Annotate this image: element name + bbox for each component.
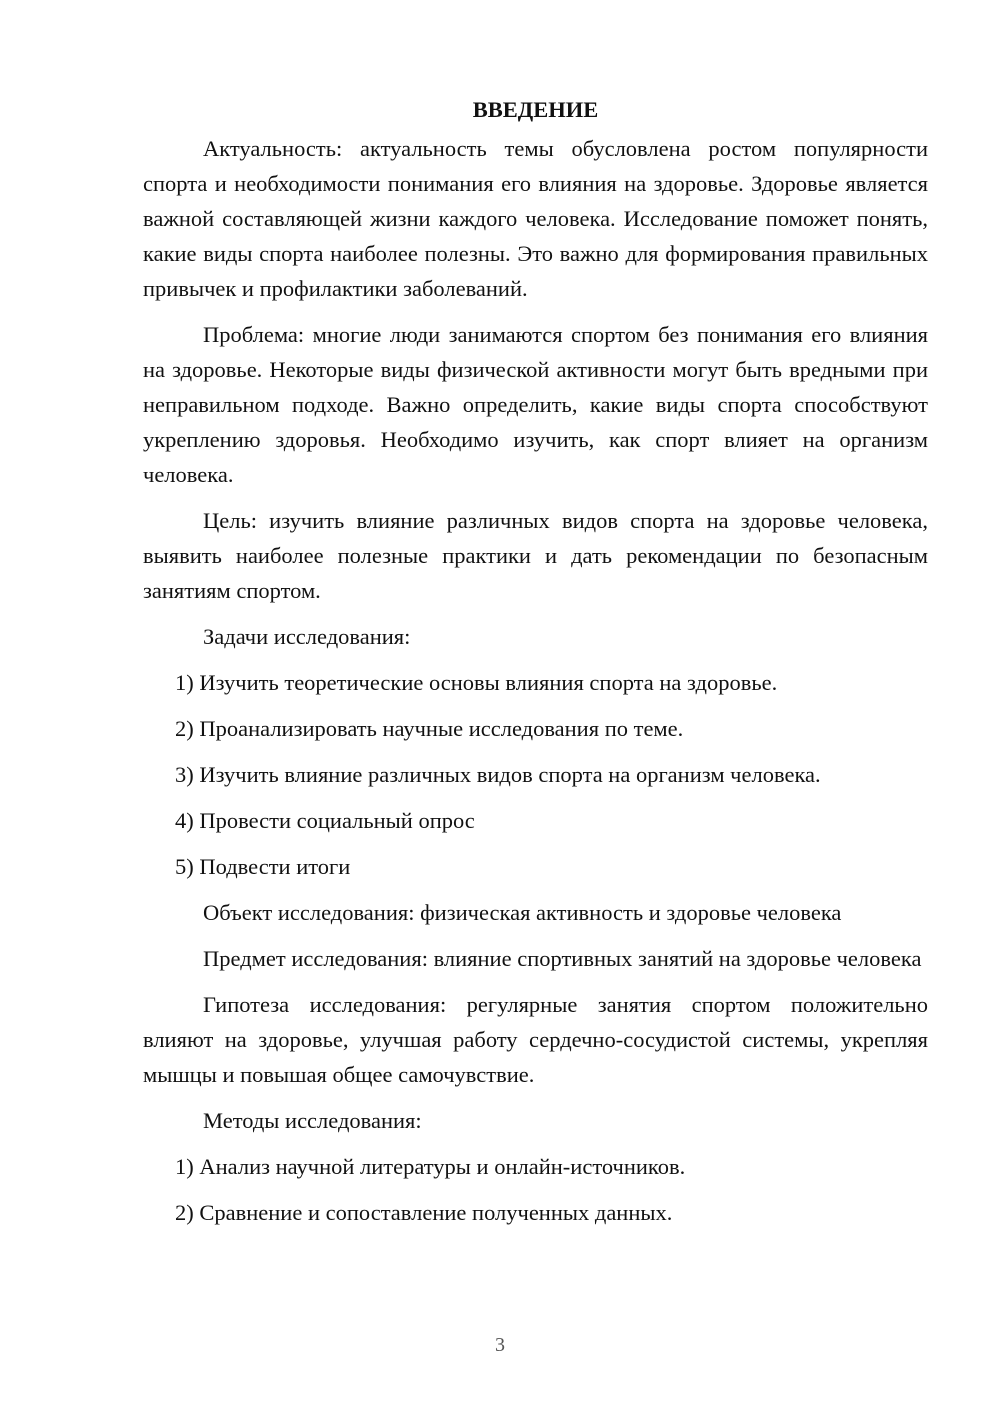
methods-list <box>143 1149 928 1230</box>
page-content <box>143 92 928 1241</box>
problem-paragraph: Проблема: многие люди занимаются спортом без понимания его влияния на здоровье. Некоторые виды физической активности могут быть вредными при неправильном подходе. Важно определить, какие виды спорта способствуют укреплению здоровья. Необходимо изучить, как спорт влияет на организм человека. <box>143 322 928 487</box>
task-item: 3) Изучить влияние различных видов спорта на организм человека. <box>175 762 821 787</box>
method-item: 2) Сравнение и сопоставление полученных данных. <box>175 1200 673 1225</box>
task-item: 1) Изучить теоретические основы влияния спорта на здоровье. <box>175 670 778 695</box>
tasks-heading: Задачи исследования: <box>203 624 411 649</box>
task-item: 4) Провести социальный опрос <box>175 808 475 833</box>
methods-heading: Методы исследования: <box>203 1108 422 1133</box>
method-item: 1) Анализ научной литературы и онлайн-источников. <box>175 1154 686 1179</box>
task-item: 5) Подвести итоги <box>175 854 351 879</box>
goal-paragraph: Цель: изучить влияние различных видов спорта на здоровье человека, выявить наиболее полезные практики и дать рекомендации по безопасным занятиям спортом. <box>143 508 928 603</box>
section-title: ВВЕДЕНИЕ <box>472 97 599 122</box>
page-number: 3 <box>495 1334 505 1356</box>
relevance-paragraph: Актуальность: актуальность темы обусловлена ростом популярности спорта и необходимости понимания его влияния на здоровье. Здоровье является важной составляющей жизни каждого человека. Исследование поможет понять, какие виды спорта наиболее полезны. Это важно для формирования правильных привычек и профилактики заболеваний. <box>143 136 928 301</box>
object-paragraph: Объект исследования: физическая активность и здоровье человека <box>203 900 842 925</box>
task-item: 2) Проанализировать научные исследования по теме. <box>175 716 684 741</box>
tasks-list <box>143 665 928 884</box>
subject-paragraph: Предмет исследования: влияние спортивных занятий на здоровье человека <box>203 946 922 971</box>
hypothesis-paragraph: Гипотеза исследования: регулярные занятия спортом положительно влияют на здоровье, улучшая работу сердечно-сосудистой системы, укрепляя мышцы и повышая общее самочувствие. <box>143 992 928 1087</box>
